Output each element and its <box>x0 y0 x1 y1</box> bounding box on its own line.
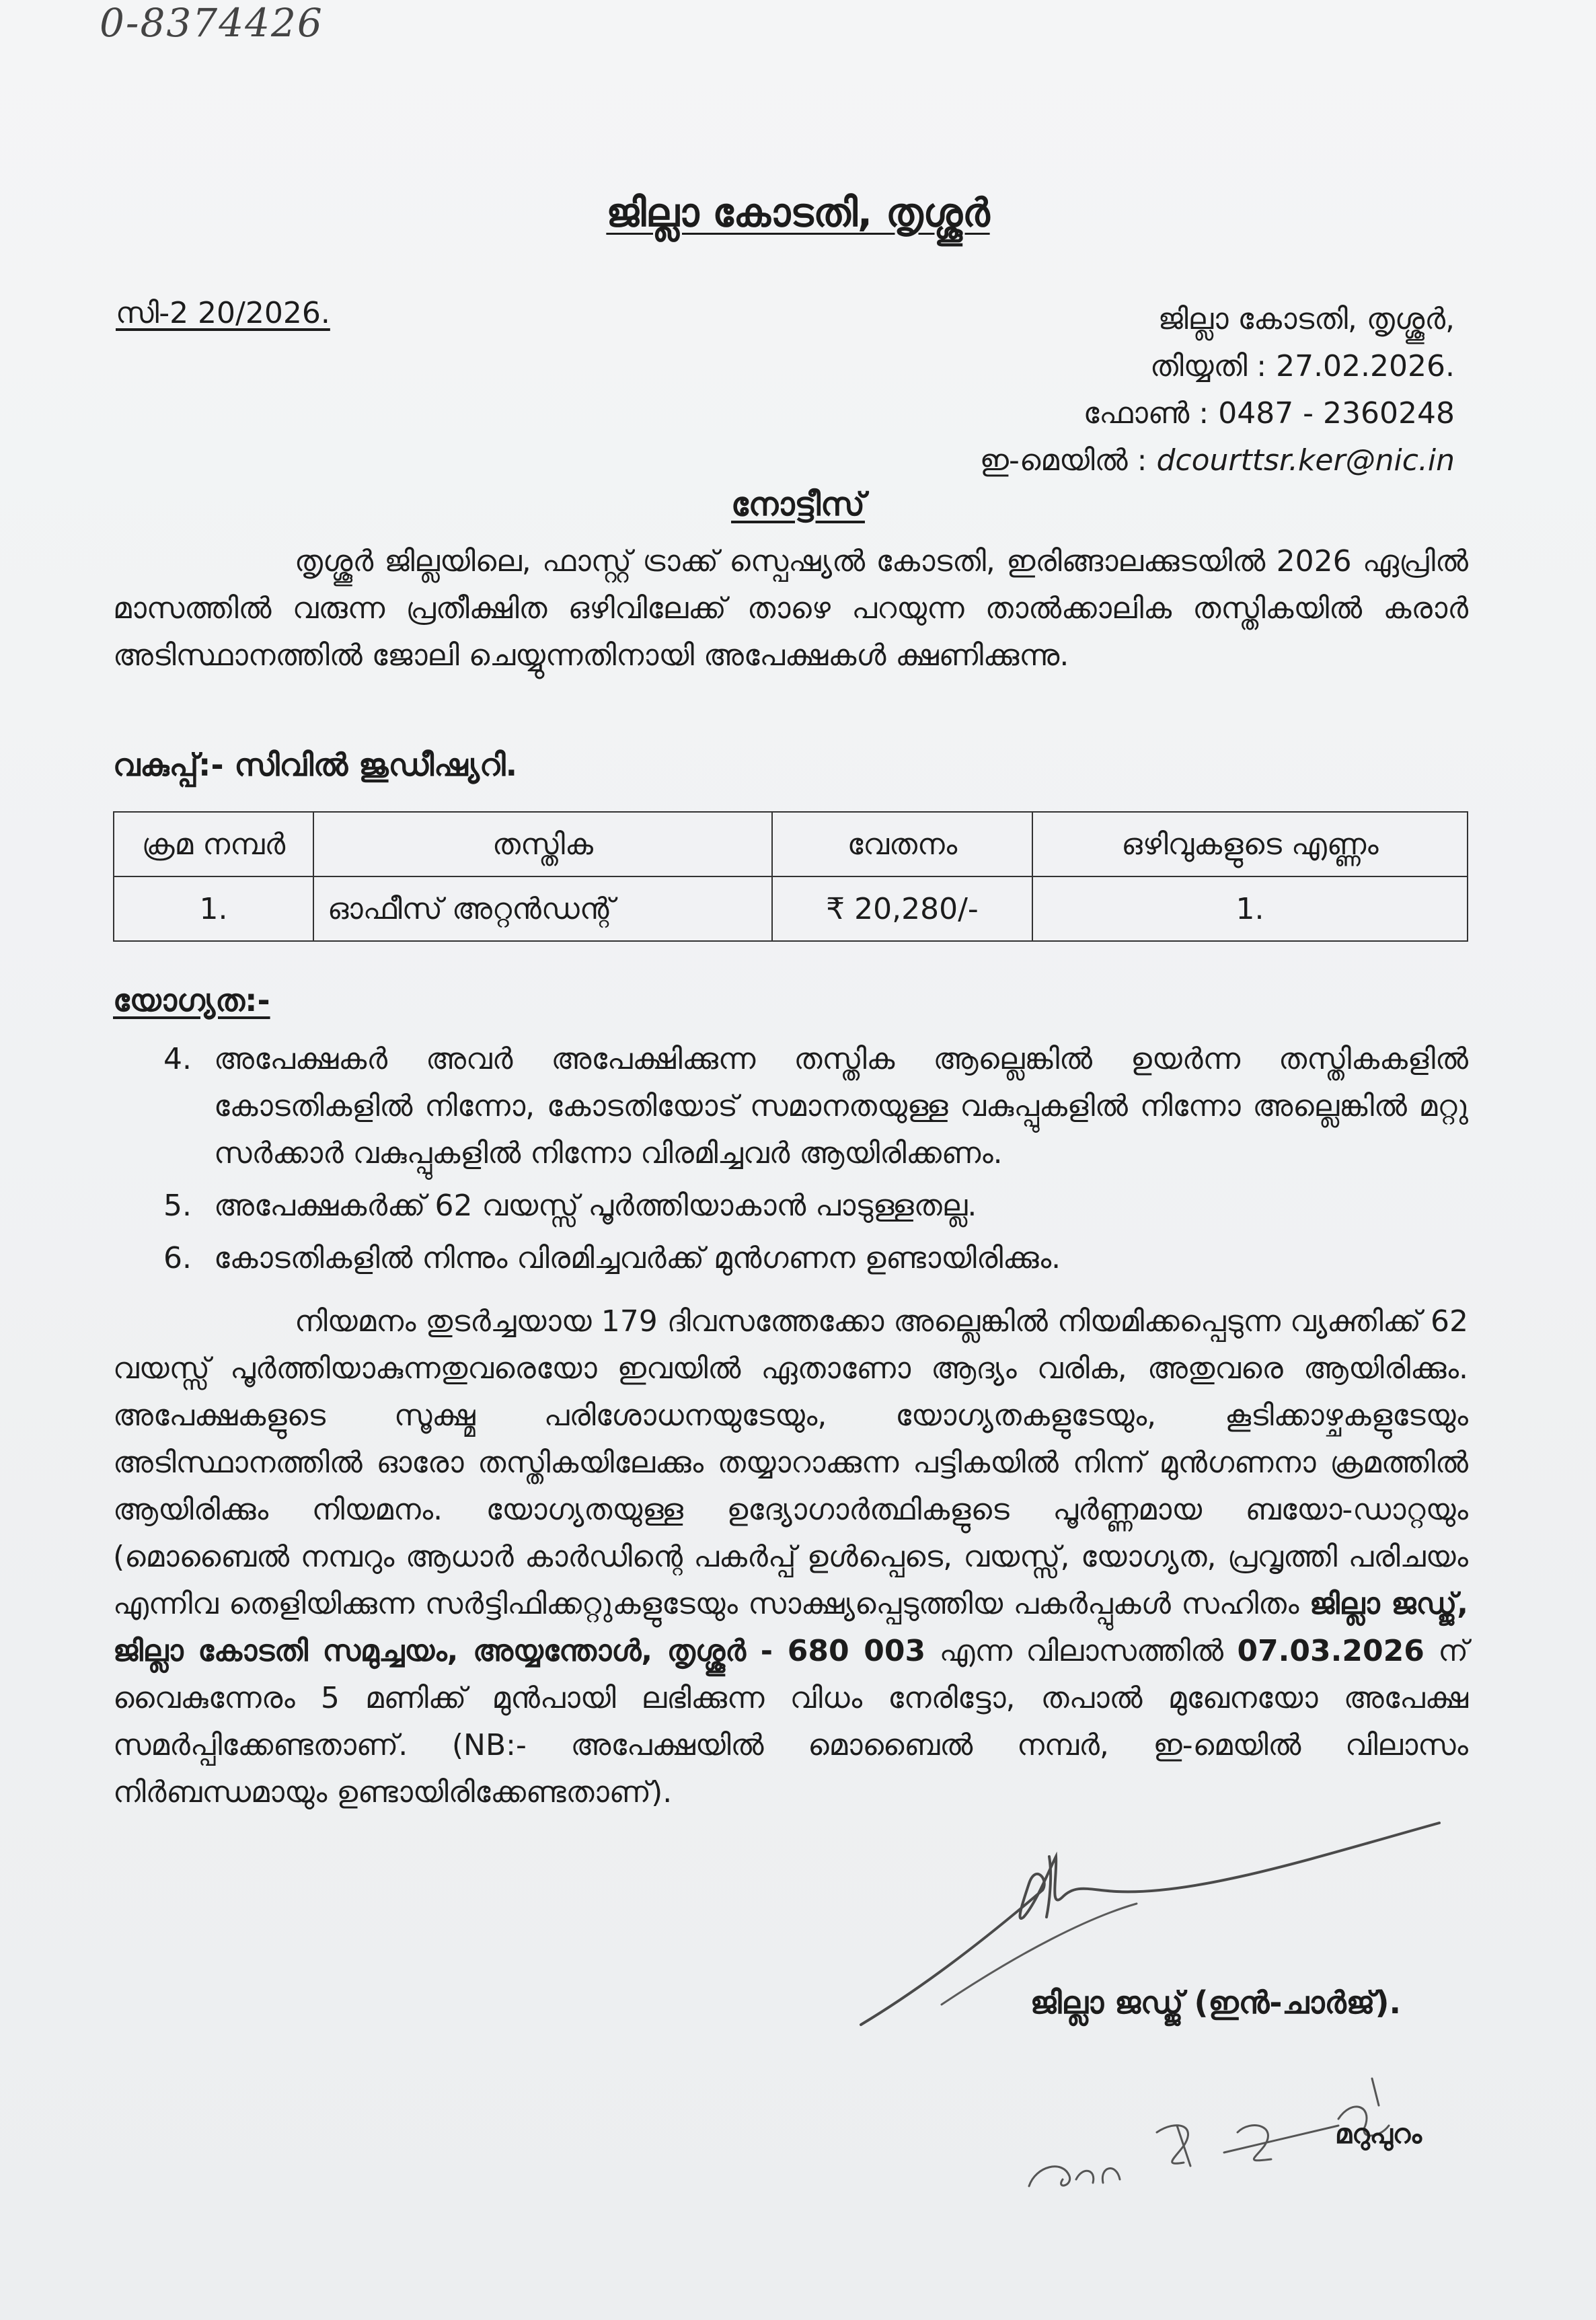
address-email <box>980 437 1455 484</box>
body-paragraph <box>113 1298 1468 1816</box>
qualification-list <box>113 1036 1468 1287</box>
court-title-text: ജില്ലാ കോടതി, തൃശ്ശൂർ <box>606 190 990 235</box>
court-title <box>0 190 1596 236</box>
list-item <box>113 1036 1468 1177</box>
address-phone: ഫോൺ : 0487 - 2360248 <box>1083 396 1455 431</box>
qualification-heading: യോഗ്യത:- <box>113 982 270 1018</box>
notice-heading <box>0 486 1596 524</box>
item-number: 5. <box>163 1189 192 1223</box>
table-row <box>114 876 1468 941</box>
header-post: തസ്തിക <box>313 812 772 876</box>
body-part1: നിയമനം തുടർച്ചയായ 179 ദിവസത്തേക്കോ അല്ലെങ്കിൽ നിയമിക്കപ്പെടുന്ന വ്യക്തിക്ക് 62 വയസ്സ് പൂർത്തിയാകുന്നതുവരെയോ ഇവയിൽ ഏതാണോ ആദ്യം വരിക, അതുവരെ ആയിരിക്കും. അപേക്ഷകളുടെ സൂക്ഷ്മ പരിശോധനയുടേയും, യോഗ്യതകളുടേയും, കൂടിക്കാഴ്ചകളുടേയും അടിസ്ഥാനത്തിൽ ഓരോ തസ്തികയിലേക്കും തയ്യാറാക്കുന്ന പട്ടികയിൽ നിന്ന് മുൻഗണനാ ക്രമത്തിൽ ആയിരിക്കും നിയമനം. യോഗ്യതയുള്ള ഉദ്യോഗാർത്ഥികളുടെ പൂർണ്ണമായ ബയോ-ഡാറ്റയും (മൊബൈൽ നമ്പറും ആധാർ കാർഡിന്റെ പകർപ്പ് ഉൾപ്പെടെ, വയസ്സ്, യോഗ്യത, പ്രവൃത്തി പരിചയം എന്നിവ തെളിയിക്കുന്ന സർട്ടിഫിക്കറ്റുകളുടേയും സാക്ഷ്യപ്പെടുത്തിയ പകർപ്പുകൾ സഹിതം <box>113 1304 1468 1621</box>
item-text: അപേക്ഷകർ അവർ അപേക്ഷിക്കുന്ന തസ്തിക ആല്ലെങ്കിൽ ഉയർന്ന തസ്തികകളിൽ കോടതികളിൽ നിന്നോ, കോടതിയോട് സമാനതയുള്ള വകുപ്പുകളിൽ നിന്നോ അല്ലെങ്കിൽ മറ്റു സർക്കാർ വകുപ്പുകളിൽ നിന്നോ വിരമിച്ചവർ ആയിരിക്കണം. <box>214 1042 1468 1170</box>
item-number: 4. <box>163 1042 192 1076</box>
cell-serial: 1. <box>114 876 313 941</box>
department-line: വകുപ്പ്:- സിവിൽ ജുഡീഷ്യറി. <box>113 747 518 783</box>
list-item <box>113 1183 1468 1230</box>
intro-paragraph: തൃശ്ശൂർ ജില്ലയിലെ, ഫാസ്റ്റ് ട്രാക്ക് സ്പെഷ്യൽ കോടതി, ഇരിങ്ങാലക്കുടയിൽ 2026 ഏപ്രിൽ മാസത്തിൽ വരുന്ന പ്രതീക്ഷിത ഒഴിവിലേക്ക് താഴെ പറയുന്ന താൽക്കാലിക തസ്തികയിൽ കരാർ അടിസ്ഥാനത്തിൽ ജോലി ചെയ്യുന്നതിനായി അപേക്ഷകൾ ക്ഷണിക്കുന്നു. <box>113 544 1468 673</box>
signatory-title: ജില്ലാ ജഡ്ജ് (ഇൻ-ചാർജ്). <box>1030 1984 1401 2021</box>
body-part3: ന് വൈകുന്നേരം 5 മണിക്ക് മുൻപായി ലഭിക്കുന്ന വിധം നേരിട്ടോ, തപാൽ മുഖേനയോ അപേക്ഷ സമർപ്പിക്കേണ്ടതാണ്. (NB:- അപേക്ഷയിൽ മൊബൈൽ നമ്പർ, ഇ-മെയിൽ വിലാസം നിർബന്ധമായും ഉണ്ടായിരിക്കേണ്ടതാണ്). <box>113 1634 1469 1809</box>
address-office: ജില്ലാ കോടതി, തൃശ്ശൂർ, <box>1157 302 1455 336</box>
header-salary: വേതനം <box>772 812 1032 876</box>
item-number: 6. <box>163 1241 192 1275</box>
list-item <box>113 1235 1468 1282</box>
item-text: അപേക്ഷകർക്ക് 62 വയസ്സ് പൂർത്തിയാകാൻ പാടുള്ളതല്ല. <box>214 1189 977 1223</box>
notice-heading-text: നോട്ടീസ് <box>731 486 865 523</box>
email-value: dcourttsr.ker@nic.in <box>1156 443 1455 478</box>
cell-vacancies: 1. <box>1032 876 1468 941</box>
header-vacancies: ഒഴിവുകളുടെ എണ്ണം <box>1032 812 1468 876</box>
cell-post: ഓഫീസ് അറ്റൻഡന്റ് <box>313 876 772 941</box>
item-text: കോടതികളിൽ നിന്നും വിരമിച്ചവർക്ക് മുൻഗണന ഉണ്ടായിരിക്കും. <box>214 1241 1061 1275</box>
body-part2: എന്ന വിലാസത്തിൽ <box>925 1634 1238 1668</box>
deadline-date: 07.03.2026 <box>1237 1634 1424 1668</box>
cell-salary: ₹ 20,280/- <box>772 876 1032 941</box>
header-serial: ക്രമ നമ്പർ <box>114 812 313 876</box>
address-block <box>980 296 1455 484</box>
handwritten-number: 0-8374426 <box>100 0 324 46</box>
email-label: ഇ-മെയിൽ : <box>979 443 1157 478</box>
reference-number: സി-2 20/2026. <box>116 296 330 330</box>
submission-address: ജില്ലാ ജഡ്ജ്, ജില്ലാ കോടതി സമുച്ചയം, അയ്യന്തോൾ, തൃശ്ശൂർ - 680 003 <box>113 1587 1468 1668</box>
overleaf-marker: മറുപുറം <box>1335 2119 1422 2150</box>
address-date: തിയ്യതി : 27.02.2026. <box>1149 349 1455 383</box>
table-header-row <box>114 812 1468 876</box>
vacancy-table <box>113 811 1468 942</box>
